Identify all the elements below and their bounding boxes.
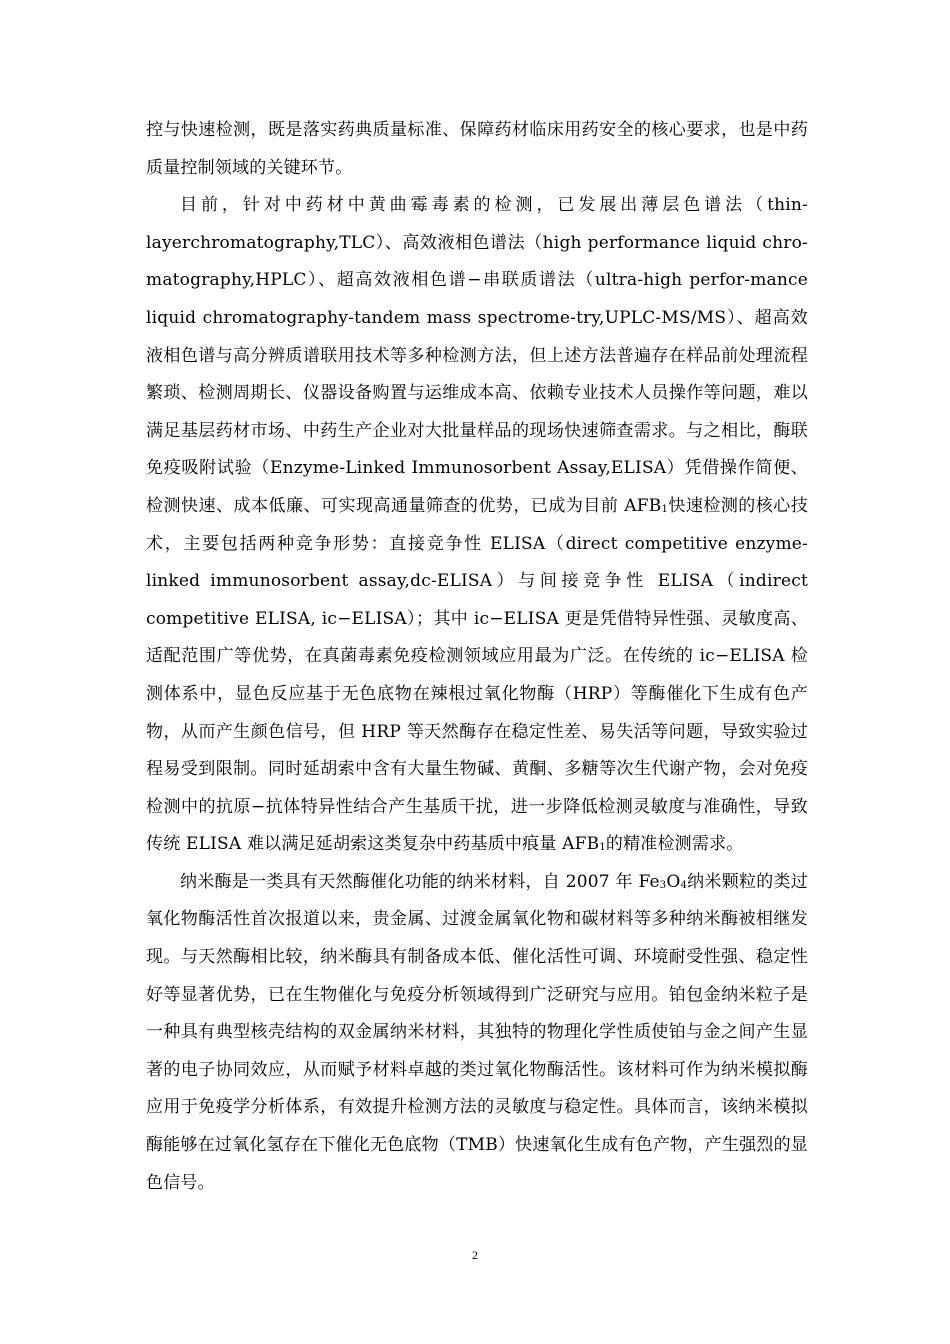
subscript-afb1: 1 <box>599 842 606 854</box>
paragraph-text: O <box>666 871 681 892</box>
paragraph-text: 快速检测的核心技术，主要包括两种竞争形势：直接竞争性 ELISA（direct competitive enzyme-linked immunosorbent assay,dc-ELISA）与间接竞争性 ELISA（indirect competitive ELISA, ic−ELISA）；其中 ic−ELISA 更是凭借特异性强、灵敏度高、适配范围广等优势，在真菌毒素免疫检测领域应用最为广泛。在传统的 ic−ELISA 检测体系中，显色反应基于无色底物在辣根过氧化物酶（HRP）等酶催化下生成有色产物，从而产生颜色信号，但 HRP 等天然酶存在稳定性差、易失活等问题，导致实验过程易受到限制。同时延胡索中含有大量生物碱、黄酮、多糖等次生代谢产物，会对免疫检测中的抗原−抗体特异性结合产生基质干扰，进一步降低检测灵敏度与准确性，导致传统 ELISA 难以满足延胡索这类复杂中药基质中痕量 AFB <box>146 495 808 855</box>
body-paragraph-1 <box>146 112 808 187</box>
subscript-fe3: 3 <box>659 879 667 891</box>
subscript-o4: 4 <box>680 879 688 891</box>
paragraph-text: 的精准检测需求。 <box>605 834 744 855</box>
paragraph-text: 控与快速检测，既是落实药典质量标准、保障药材临床用药安全的核心要求，也是中药质量控制领域的关键环节。 <box>146 120 808 178</box>
paragraph-text: 纳米颗粒的类过氧化物酶活性首次报道以来，贵金属、过渡金属氧化物和碳材料等多种纳米酶被相继发现。与天然酶相比较，纳米酶具有制备成本低、催化活性可调、环境耐受性强、稳定性好等显著优势，已在生物催化与免疫分析领域得到广泛研究与应用。铂包金纳米粒子是一种具有典型核壳结构的双金属纳米材料，其独特的物理化学性质使铂与金之间产生显著的电子协同效应，从而赋予材料卓越的类过氧化物酶活性。该材料可作为纳米模拟酶应用于免疫学分析体系，有效提升检测方法的灵敏度与稳定性。具体而言，该纳米模拟酶能够在过氧化氢存在下催化无色底物（TMB）快速氧化生成有色产物，产生强烈的显色信号。 <box>146 871 808 1193</box>
paragraph-text: 纳米酶是一类具有天然酶催化功能的纳米材料，自 2007 年 Fe <box>180 871 660 892</box>
paragraph-text: 目前，针对中药材中黄曲霉毒素的检测，已发展出薄层色谱法（thin-layerchromatography,TLC）、高效液相色谱法（high performance liquid chro-matography,HPLC）、超高效液相色谱−串联质谱法（ultra-high perfor-mance liquid chromatography-tandem mass spectrome-try,UPLC-MS/MS）、超高效液相色谱与高分辨质谱联用技术等多种检测方法，但上述方法普遍存在样品前处理流程繁琐、检测周期长、仪器设备购置与运维成本高、依赖专业技术人员操作等问题，难以满足基层药材市场、中药生产企业对大批量样品的现场快速筛查需求。与之相比，酶联免疫吸附试验（Enzyme-Linked Immunosorbent Assay,ELISA）凭借操作简便、检测快速、成本低廉、可实现高通量筛查的优势，已成为目前 AFB <box>146 195 808 516</box>
page-number: 2 <box>472 1248 478 1262</box>
body-paragraph-2 <box>146 187 808 864</box>
subscript-afb1: 1 <box>661 503 669 515</box>
body-paragraph-3 <box>146 864 808 1202</box>
document-page <box>146 112 808 1202</box>
